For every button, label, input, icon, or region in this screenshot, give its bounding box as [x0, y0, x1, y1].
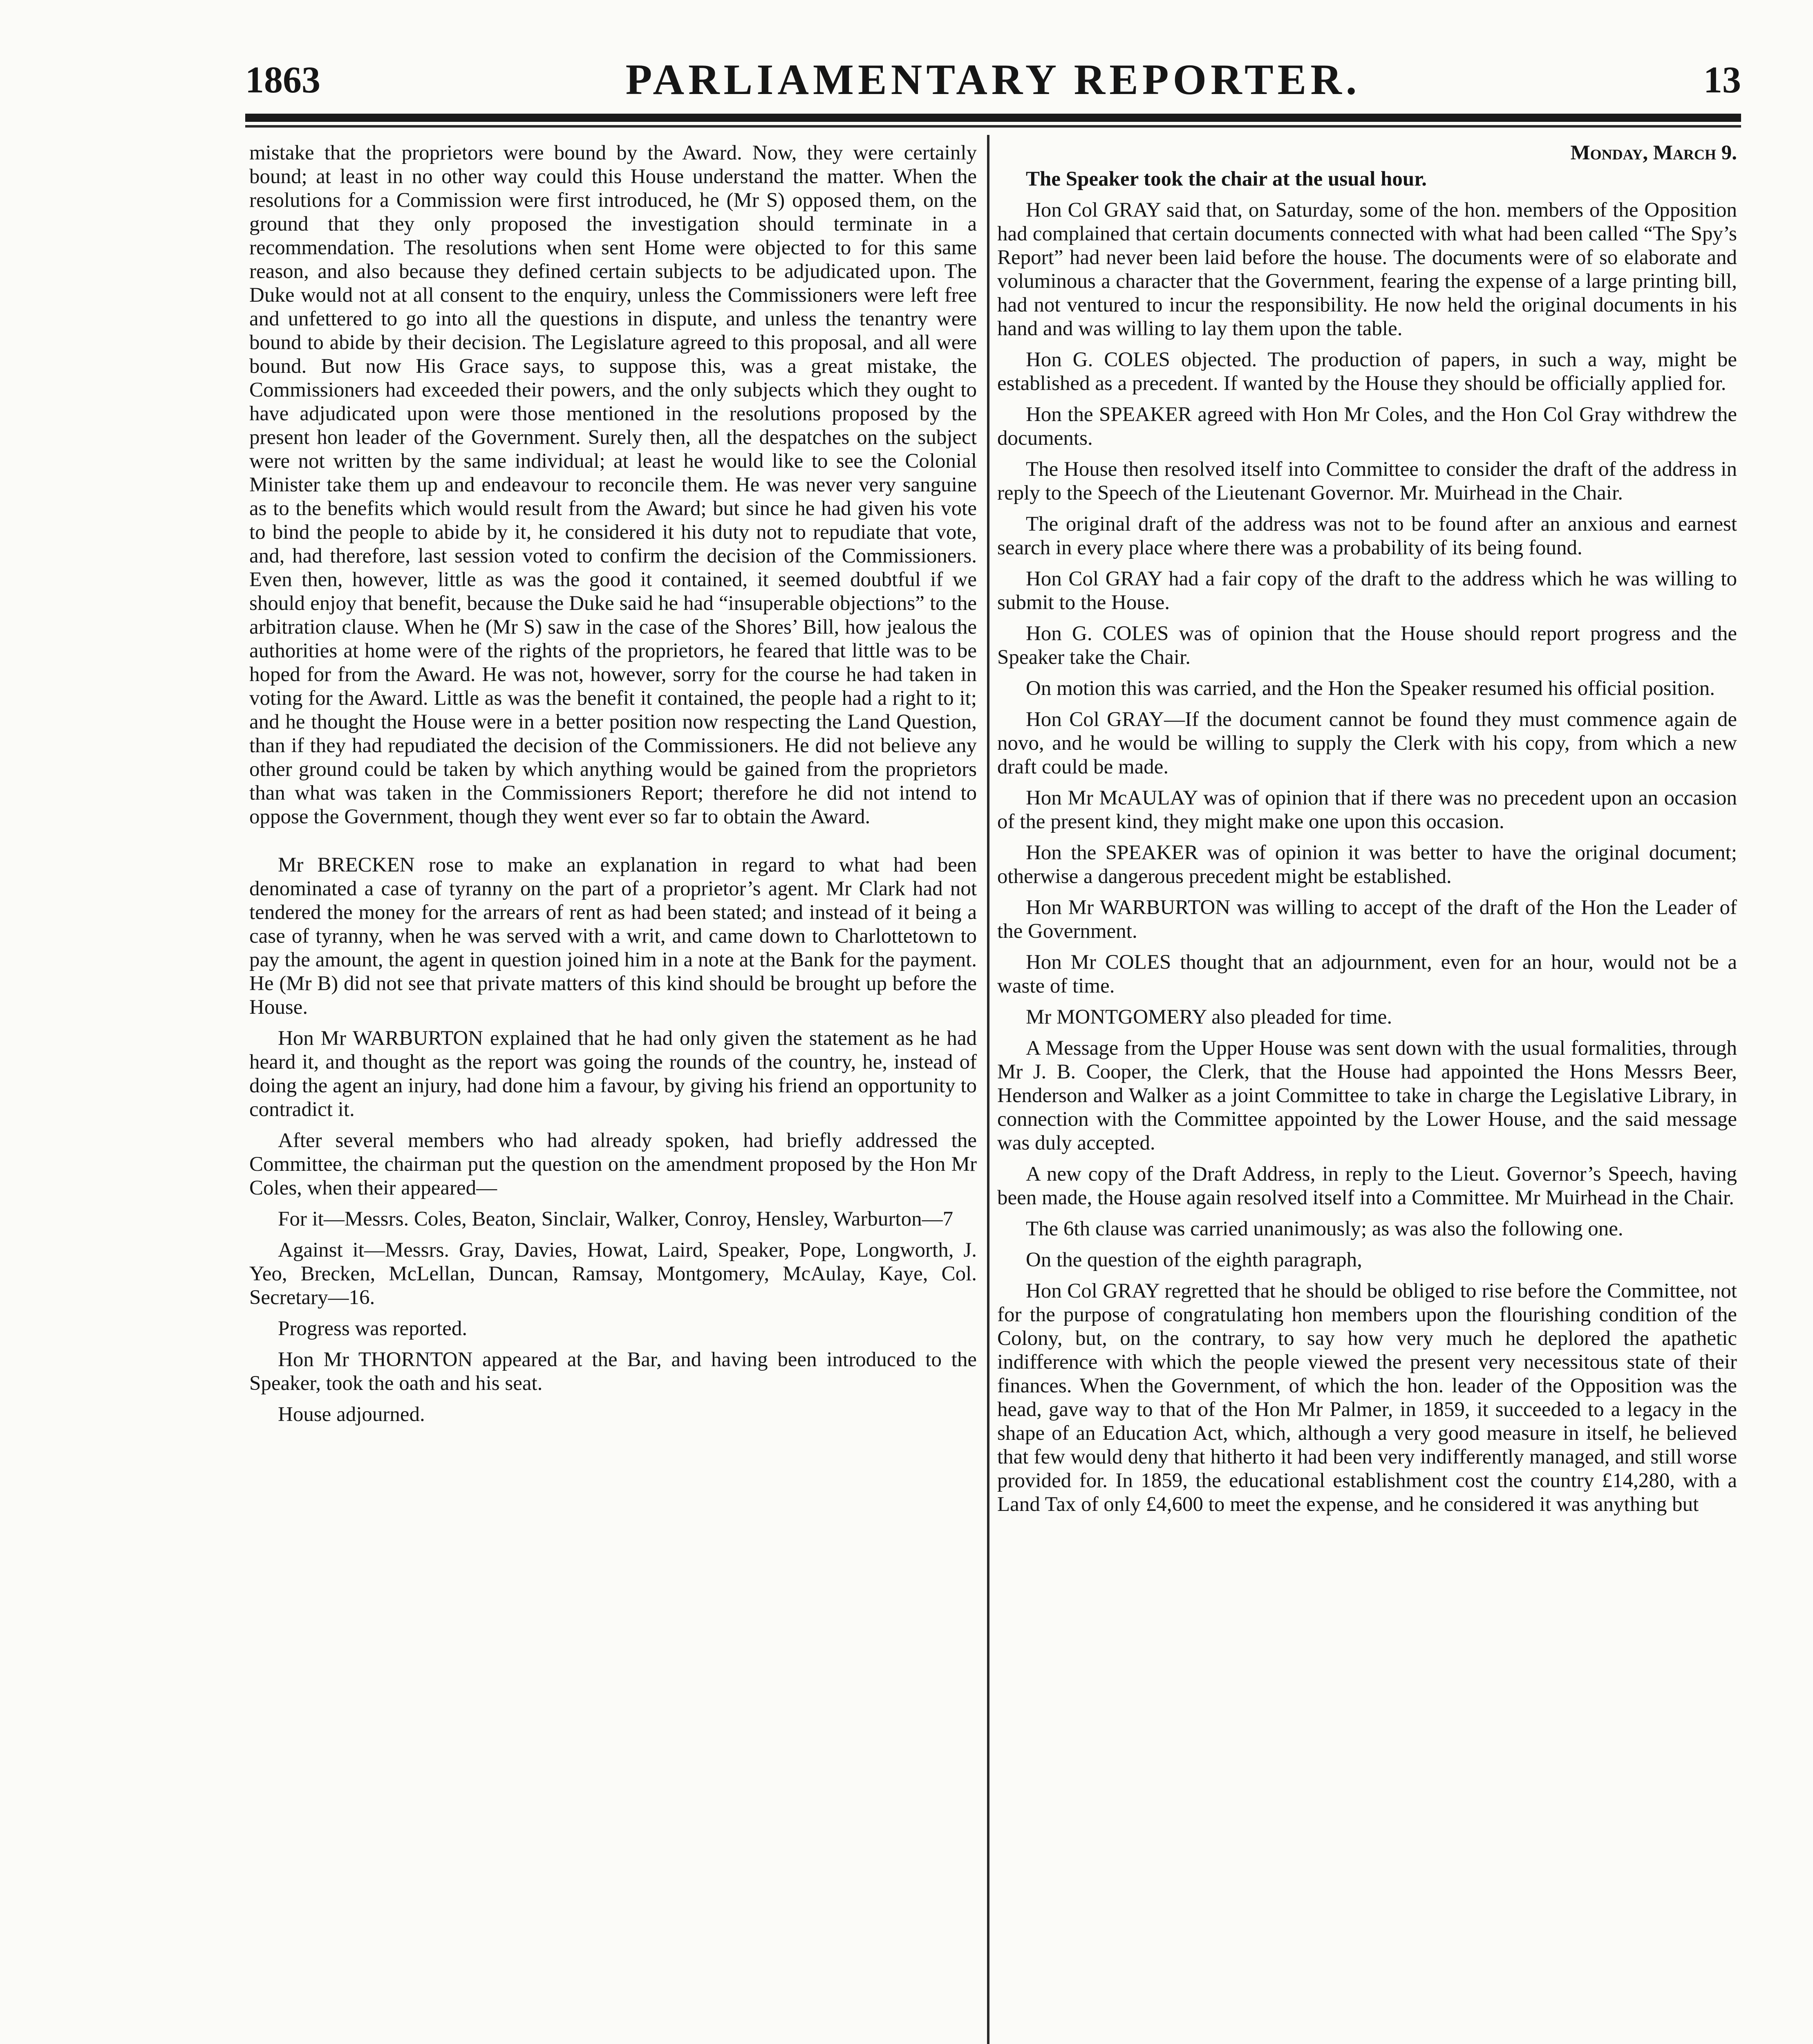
paragraph: Mr MONTGOMERY also pleaded for time.: [1026, 1006, 1392, 1029]
paragraph: The House then resolved itself into Committee to consider the draft of the address in reply to the Speech of the Lieutenant Governor. Mr. Muirhead in the Chair.: [997, 458, 1737, 504]
paragraph: A Message from the Upper House was sent down with the usual formalities, through Mr J. B. Cooper, the Clerk, that the House had appointed the Hons Messrs Beer, Henderson and Walker as a joint Committee to take in charge the Legislative Library, in connection with the Committee appointed by the Lower House, and the said message was duly accepted.: [997, 1037, 1737, 1154]
paragraph: Hon Mr McAULAY was of opinion that if there was no precedent upon an occasion of the present kind, they might make one upon this occasion.: [997, 787, 1737, 833]
paragraph: Mr BRECKEN rose to make an explanation in regard to what had been denominated a case of tyranny on the part of a proprietor’s agent. Mr Clark had not tendered the money for the arrears of rent as had been stated; and instead of it being a case of tyranny, when he was served with a writ, and came down to Charlottetown to pay the amount, the agent in question joined him in a note at the Bank for the payment. He (Mr B) did not see that private matters of this kind should be brought up before the House.: [249, 854, 977, 1019]
paragraph: Progress was reported.: [278, 1317, 468, 1340]
column-divider: [987, 135, 989, 2044]
publication-title: PARLIAMENTARY REPORTER.: [625, 56, 1361, 103]
paragraph: Hon Mr WARBURTON explained that he had only given the statement as he had heard it, and thought as the report was going the rounds of the country, he, instead of doing the agent an injury, had done him a favour, by giving his friend an opportunity to contradict it.: [249, 1027, 977, 1121]
header-thin-rule: [245, 125, 1741, 128]
paragraph: The 6th clause was carried unanimously; as was also the following one.: [1026, 1217, 1623, 1240]
paragraph: Hon Col GRAY had a fair copy of the draft to the address which he was willing to submit to the House.: [997, 567, 1737, 614]
paragraph: Against it—Messrs. Gray, Davies, Howat, Laird, Speaker, Pope, Longworth, J. Yeo, Brecken, McLellan, Duncan, Ramsay, Montgomery, McAulay, Kaye, Col. Secretary—16.: [249, 1239, 977, 1309]
paragraph: Hon Mr THORNTON appeared at the Bar, and having been introduced to the Speaker, took the oath and his seat.: [249, 1348, 977, 1395]
paragraph: Hon Mr WARBURTON was willing to accept of the draft of the Hon the Leader of the Government.: [997, 896, 1737, 943]
page-number: 13: [1703, 59, 1741, 101]
paragraph: Hon G. COLES objected. The production of papers, in such a way, might be established as a precedent. If wanted by the House they should be officially applied for.: [997, 348, 1737, 395]
paragraph: House adjourned.: [278, 1403, 425, 1426]
paragraph: Hon Mr COLES thought that an adjournment, even for an hour, would not be a waste of time.: [997, 951, 1737, 997]
paragraph: Hon Col GRAY—If the document cannot be found they must commence again de novo, and he would be willing to supply the Clerk with his copy, from which a new draft could be made.: [997, 708, 1737, 778]
paragraph: The original draft of the address was not to be found after an anxious and earnest search in every place where there was a probability of its being found.: [997, 513, 1737, 559]
paragraph: For it—Messrs. Coles, Beaton, Sinclair, Walker, Conroy, Hensley, Warburton—7: [278, 1208, 954, 1230]
paragraph: Hon Col GRAY said that, on Saturday, some of the hon. members of the Opposition had complained that certain documents connected with what had been called “The Spy’s Report” had never been laid before the house. The documents were of so elaborate and voluminous a character that the Government, fearing the expense of a large printing bill, had not ventured to incur the responsibility. He now held the original documents in his hand and was willing to lay them upon the table.: [997, 199, 1737, 340]
paragraph: Hon the SPEAKER was of opinion it was better to have the original document; otherwise a dangerous precedent might be established.: [997, 841, 1737, 888]
paragraph: The Speaker took the chair at the usual hour.: [1026, 168, 1427, 191]
paragraph: mistake that the proprietors were bound by the Award. Now, they were certainly bound; at least in no other way could this House understand the matter. When the resolutions for a Commission were first introduced, he (Mr S) opposed them, on the ground that they only proposed the investigation should terminate in a recommendation. The resolutions when sent Home were objected to for this same reason, and also because they defined certain subjects to be adjudicated upon. The Duke would not at all consent to the enquiry, unless the Commissioners were left free and unfettered to go into all the questions in dispute, and unless the tenantry were bound to abide by their decision. The Legislature agreed to this proposal, and all were bound. But now His Grace says, to suppose this, was a great mistake, the Commissioners had exceeded their powers, and the only subjects which they ought to have adjudicated upon were those mentioned in the resolutions proposed by the present hon leader of the Government. Surely then, all the despatches on the subject were not written by the same individual; at least he would like to see the Colonial Minister take them up and endeavour to reconcile them. He was never very sanguine as to the benefits which would result from the Award; but since he had given his vote to bind the people to abide by it, he considered it his duty not to repudiate that vote, and, had therefore, last session voted to confirm the decision of the Commissioners. Even then, however, little as was the good it contained, it seemed doubtful if we should enjoy that benefit, because the Duke said he had “insuperable objections” to the arbitration clause. When he (Mr S) saw in the case of the Shores’ Bill, how jealous the authorities at home were of the rights of the proprietors, he feared that little was to be hoped for from the Award. He was not, however, sorry for the course he had taken in voting for the Award. Little as was the benefit it contained, the people had a right to it; and he thought the House were in a better position now respecting the Land Question, than if they had repudiated the decision of the Commissioners. He did not believe any other ground could be taken by which anything would be gained from the proprietors than what was taken in the Commissioners Report; therefore he did not intend to oppose the Government, though they went ever so far to obtain the Award.: [249, 141, 977, 828]
paragraph: A new copy of the Draft Address, in reply to the Lieut. Governor’s Speech, having been made, the House again resolved itself into a Committee. Mr Muirhead in the Chair.: [997, 1163, 1737, 1209]
paragraph: On the question of the eighth paragraph,: [1026, 1248, 1362, 1271]
page-header: [245, 49, 1741, 110]
paragraph: Hon the SPEAKER agreed with Hon Mr Coles, and the Hon Col Gray withdrew the documents.: [997, 403, 1737, 450]
left-column: [249, 141, 977, 1434]
paragraph: On motion this was carried, and the Hon the Speaker resumed his official position.: [1026, 677, 1715, 700]
paragraph: Hon Col GRAY regretted that he should be obliged to rise before the Committee, not for the purpose of congratulating hon members upon the flourishing condition of the Colony, but, on the contrary, to say how very much he deplored the apathetic indifference with which the people viewed the present very necessitous state of their finances. When the Government, of which the hon. leader of the Opposition was the head, gave way to that of the Hon Mr Palmer, in 1859, it succeeded to a legacy in the shape of an Education Act, which, although a very good measure in itself, he believed that few would deny that hitherto it had been very indifferently managed, and still worse provided for. In 1859, the educational establishment cost the country £14,280, with a Land Tax of only £4,600 to meet the expense, and he considered it was anything but: [997, 1280, 1737, 1516]
paragraph: After several members who had already spoken, had briefly addressed the Committee, the chairman put the question on the amendment proposed by the Hon Mr Coles, when their appeared—: [249, 1129, 977, 1199]
dateline: Monday, March 9.: [1570, 141, 1737, 164]
header-thick-rule: [245, 114, 1741, 122]
paragraph: Hon G. COLES was of opinion that the House should report progress and the Speaker take the Chair.: [997, 622, 1737, 669]
header-year: 1863: [245, 59, 320, 101]
right-column: [997, 141, 1737, 1524]
